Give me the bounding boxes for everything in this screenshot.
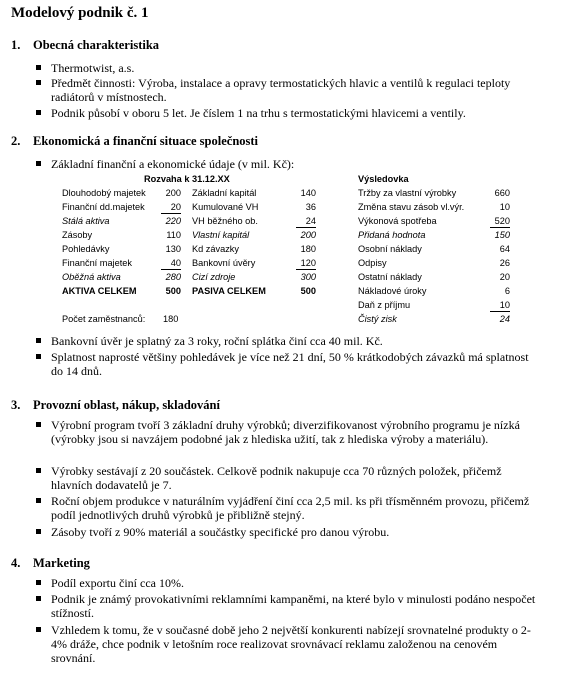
section-number: 2.: [11, 134, 21, 148]
asset-value: 110: [166, 230, 181, 240]
section-title: Ekonomická a finanční situace společnosti: [33, 134, 259, 148]
liability-value: 180: [300, 244, 316, 254]
liability-label: Kd závazky: [192, 244, 239, 254]
bullet-icon: [36, 498, 41, 503]
bullet-icon: [36, 580, 41, 585]
section-title: Marketing: [33, 556, 90, 570]
list-item: Výrobky sestávají z 20 součástek. Celkově podnik nakupuje cca 70 různých položek, přičemž hlavních dodavatelů je 7.: [36, 464, 536, 492]
bullet-icon: [36, 161, 41, 166]
list-item: Roční objem produkce v naturálním vyjádření činí cca 2,5 mil. ks při třísměnném provozu, přičemž podíl jednotlivých druhů výrobků je přibližně stejný.: [36, 494, 536, 522]
asset-label: Oběžná aktiva: [62, 272, 121, 282]
liability-value: 140: [300, 188, 316, 198]
income-value: 150: [494, 230, 510, 240]
list-item: Thermotwist, a.s.: [36, 61, 536, 75]
employees-label: Počet zaměstnanců:: [62, 314, 146, 324]
liability-value: 120: [296, 257, 316, 270]
bullet-icon: [36, 338, 41, 343]
list-item: Podnik je známý provokativními reklamními kampaněmi, na které bylo v minulosti podáno nespočet stížností.: [36, 592, 536, 620]
income-value: 24: [499, 314, 510, 324]
asset-label: Pohledávky: [62, 244, 110, 254]
bullet-icon: [36, 65, 41, 70]
bullet-icon: [36, 468, 41, 473]
asset-value: 20: [161, 201, 181, 214]
income-label: Odpisy: [358, 258, 387, 268]
asset-label: Dlouhodobý majetek: [62, 188, 146, 198]
section-2-heading: [11, 134, 258, 149]
asset-total-label: AKTIVA CELKEM: [62, 286, 137, 296]
list-item: Zásoby tvoří z 90% materiál a součástky specifické pro danou výrobu.: [36, 525, 536, 539]
asset-label: Zásoby: [62, 230, 93, 240]
bullet-icon: [36, 110, 41, 115]
bullet-icon: [36, 529, 41, 534]
income-label: Nákladové úroky: [358, 286, 427, 296]
income-value: 64: [499, 244, 510, 254]
asset-label: Stálá aktiva: [62, 216, 110, 226]
bullet-icon: [36, 596, 41, 601]
liability-label: Bankovní úvěry: [192, 258, 256, 268]
list-item: Vzhledem k tomu, že v současné době jeho 2 největší konkurenti nabízejí srovnatelné produkty o 2-4% dráže, chce podnik v letošním roce realizovat srovnávací reklamu založenou na cenovém srovnání.: [36, 623, 536, 665]
list-item: Splatnost naprosté většiny pohledávek je více než 21 dní, 50 % krátkodobých závazků má splatnost do 14 dnů.: [36, 350, 536, 378]
liability-label: Kumulované VH: [192, 202, 259, 212]
asset-value: 280: [165, 272, 181, 282]
asset-label: Finanční dd.majetek: [62, 202, 145, 212]
bullet-icon: [36, 627, 41, 632]
income-value: 6: [504, 286, 510, 296]
document-title: Modelový podnik č. 1: [11, 5, 149, 21]
income-label: Výkonová spotřeba: [358, 216, 437, 226]
section-number: 1.: [11, 38, 21, 52]
liability-value: 200: [300, 230, 316, 240]
section-1-heading: [11, 38, 159, 53]
liability-total-value: 500: [300, 286, 316, 296]
income-label: Ostatní náklady: [358, 272, 422, 282]
asset-label: Finanční majetek: [62, 258, 132, 268]
list-item: Podíl exportu činí cca 10%.: [36, 576, 536, 590]
section-number: 4.: [11, 556, 21, 570]
section-title: Obecná charakteristika: [33, 38, 160, 52]
employees-value: 180: [163, 314, 179, 324]
list-item: Základní finanční a ekonomické údaje (v mil. Kč):: [36, 157, 536, 171]
income-label: Tržby za vlastní výrobky: [358, 188, 457, 198]
asset-value: 200: [165, 188, 181, 198]
income-value: 660: [494, 188, 510, 198]
income-value: 10: [490, 299, 510, 312]
income-value: 10: [499, 202, 510, 212]
section-number: 3.: [11, 398, 21, 412]
liability-label: Vlastní kapitál: [192, 230, 250, 240]
section-3-heading: [11, 398, 220, 413]
list-item: Podnik působí v oboru 5 let. Je číslem 1 na trhu s termostatickými hlavicemi a ventily.: [36, 106, 536, 120]
income-label: Osobní náklady: [358, 244, 422, 254]
income-label: Změna stavu zásob vl.výr.: [358, 202, 465, 212]
income-label: Přidaná hodnota: [358, 230, 426, 240]
bullet-icon: [36, 422, 41, 427]
asset-value: 220: [165, 216, 181, 226]
income-header: Výsledovka: [358, 174, 409, 184]
income-label: Daň z příjmu: [358, 300, 411, 310]
list-item: Výrobní program tvoří 3 základní druhy výrobků; diverzifikovanost výrobního programu je nízká (výrobky jsou si navzájem podobné jak z hlediska užití, tak z hlediska výroby a materiálu).: [36, 418, 536, 446]
bullet-icon: [36, 354, 41, 359]
liability-total-label: PASIVA CELKEM: [192, 286, 266, 296]
section-4-heading: [11, 556, 90, 571]
asset-value: 40: [161, 257, 181, 270]
section-title: Provozní oblast, nákup, skladování: [33, 398, 220, 412]
list-item: Bankovní úvěr je splatný za 3 roky, roční splátka činí cca 40 mil. Kč.: [36, 334, 536, 348]
asset-total-value: 500: [165, 286, 181, 296]
balance-header: Rozvaha k 31.12.XX: [144, 174, 230, 184]
liability-label: Cizí zdroje: [192, 272, 236, 282]
liability-value: 36: [305, 202, 316, 212]
list-item: Předmět činnosti: Výroba, instalace a opravy termostatických hlavic a ventilů k regulaci teploty radiátorů v místnostech.: [36, 76, 536, 104]
asset-value: 130: [165, 244, 181, 254]
liability-value: 300: [300, 272, 316, 282]
income-value: 520: [490, 215, 510, 228]
income-label: Čistý zisk: [358, 314, 397, 324]
liability-label: VH běžného ob.: [192, 216, 258, 226]
bullet-icon: [36, 80, 41, 85]
income-value: 26: [499, 258, 510, 268]
income-value: 20: [499, 272, 510, 282]
liability-value: 24: [296, 215, 316, 228]
liability-label: Základní kapitál: [192, 188, 257, 198]
